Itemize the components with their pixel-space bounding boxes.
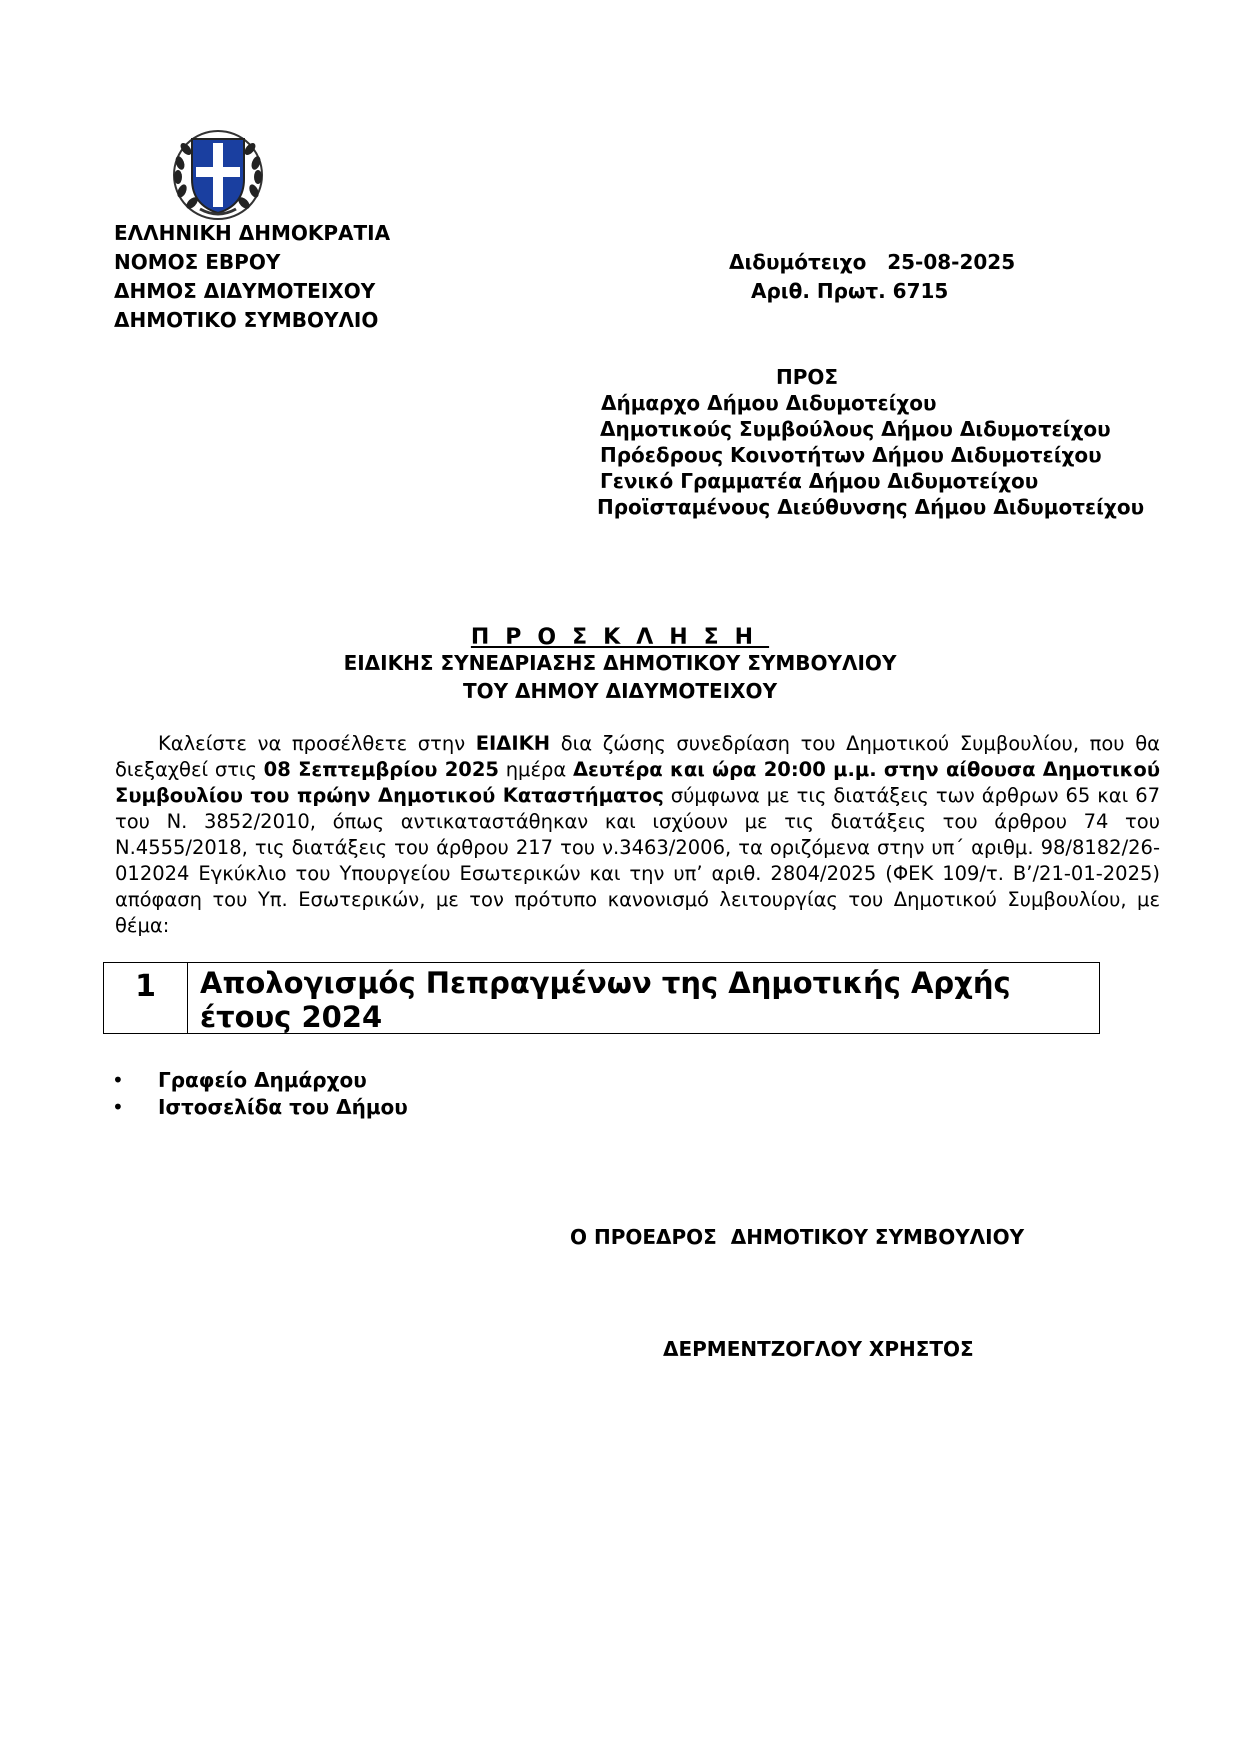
agenda-item-number: 1 [104, 963, 188, 1033]
header-line-municipality: ΔΗΜΟΣ ΔΙΔΥΜΟΤΕΙΧΟΥ [114, 279, 376, 303]
distribution-item: • Ιστοσελίδα του Δήμου [110, 1094, 408, 1121]
document-title [0, 625, 1240, 650]
recipients-label: ΠΡΟΣ [776, 365, 839, 389]
protocol-number: Αριθ. Πρωτ. 6715 [751, 279, 949, 303]
body-text-special: ΕΙΔΙΚΗ [475, 732, 551, 755]
signature-role: Ο ΠΡΟΕΔΡΟΣ ΔΗΜΟΤΙΚΟΥ ΣΥΜΒΟΥΛΙΟΥ [570, 1225, 1025, 1249]
recipient-directors: Προϊσταμένους Διεύθυνσης Δήμου Διδυμοτείχου [597, 495, 1145, 519]
body-text-2: δια ζώσης συνεδρίαση του Δημοτικού Συμβουλίου, που θα διεξαχθεί στις [115, 732, 1160, 781]
place-date: Διδυμότειχο 25-08-2025 [729, 250, 1016, 274]
body-text-date: 08 Σεπτεμβρίου 2025 [263, 758, 499, 781]
body-text-3: ημέρα [499, 758, 573, 781]
document-subtitle-1: ΕΙΔΙΚΗΣ ΣΥΝΕΔΡΙΑΣΗΣ ΔΗΜΟΤΙΚΟΥ ΣΥΜΒΟΥΛΙΟΥ [343, 651, 897, 675]
recipient-community-presidents: Πρόεδρους Κοινοτήτων Δήμου Διδυμοτείχου [600, 443, 1102, 467]
invitation-paragraph [115, 731, 1160, 939]
body-text-1: Καλείστε να προσέλθετε στην [158, 732, 476, 755]
header-line-council: ΔΗΜΟΤΙΚΟ ΣΥΜΒΟΥΛΙΟ [114, 308, 379, 332]
header-line-prefecture: ΝΟΜΟΣ ΕΒΡΟΥ [114, 250, 281, 274]
agenda-table [103, 962, 1100, 1034]
distribution-list [110, 1067, 408, 1121]
body-text-4: σύμφωνα με τις διατάξεις των άρθρων 65 και 67 του Ν. 3852/2010, όπως αντικαταστάθηκαν και ισχύουν με τις διατάξεις του άρθρου 74 του Ν.4555/2018, τις διατάξεις του άρθρου 217 του ν.3463/2006, τα οριζόμενα στην υπ΄ αριθμ. 98/8182/26-012024 Εγκύκλιο του Υπουργείου Εσωτερικών και την υπ’ αριθ. 2804/2025 (ΦΕΚ 109/τ. Β’/21-01-2025) απόφαση του Υπ. Εσωτερικών, με τον πρότυπο κανονισμό λειτουργίας του Δημοτικού Συμβουλίου, με θέμα: [115, 784, 1161, 937]
recipient-secretary-general: Γενικό Γραμματέα Δήμου Διδυμοτείχου [600, 469, 1039, 493]
recipient-mayor: Δήμαρχο Δήμου Διδυμοτείχου [601, 391, 937, 415]
body-text-time-place: Δευτέρα και ώρα 20:00 μ.μ. στην αίθουσα Δημοτικού Συμβουλίου του πρώην Δημοτικού Καταστήματος [115, 758, 1160, 807]
document-title-text: ΠΡΟΣΚΛΗΣΗ [470, 625, 770, 650]
document-subtitle-2: ΤΟΥ ΔΗΜΟΥ ΔΙΔΥΜΟΤΕΙΧΟΥ [462, 679, 778, 703]
recipient-councillors: Δημοτικούς Συμβούλους Δήμου Διδυμοτείχου [600, 417, 1111, 441]
agenda-item-text: Απολογισμός Πεπραγμένων της Δημοτικής Αρχής έτους 2024 [200, 966, 1011, 1034]
distribution-item: • Γραφείο Δημάρχου [110, 1067, 408, 1094]
header-line-republic: ΕΛΛΗΝΙΚΗ ΔΗΜΟΚΡΑΤΙΑ [114, 221, 391, 245]
signature-name: ΔΕΡΜΕΝΤΖΟΓΛΟΥ ΧΡΗΣΤΟΣ [663, 1337, 974, 1361]
greek-coat-of-arms-emblem [170, 125, 266, 221]
